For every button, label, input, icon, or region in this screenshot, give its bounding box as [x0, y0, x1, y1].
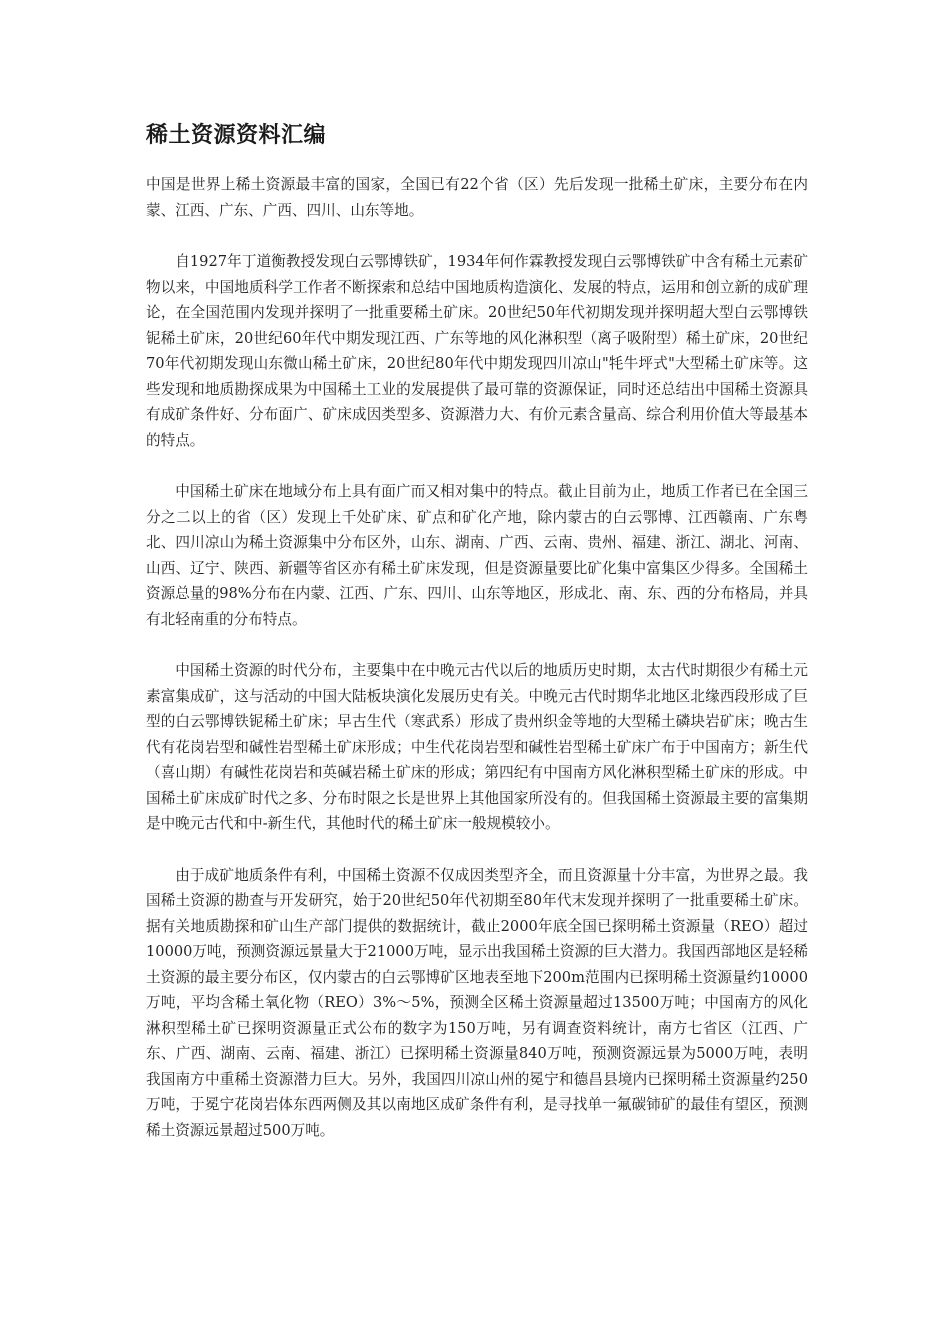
document-page: [146, 118, 808, 1169]
paragraph-intro: 中国是世界上稀土资源最丰富的国家，全国已有22个省（区）先后发现一批稀土矿床，主要分布在内蒙、江西、广东、广西、四川、山东等地。: [146, 176, 808, 219]
paragraph-discovery-history: 自1927年丁道衡教授发现白云鄂博铁矿，1934年何作霖教授发现白云鄂博铁矿中含有稀土元素矿物以来，中国地质科学工作者不断探索和总结中国地质构造演化、发展的特点，运用和创立新的成矿理论，在全国范围内发现并探明了一批重要稀土矿床。20世纪50年代初期发现并探明超大型白云鄂博铁铌稀土矿床，20世纪60年代中期发现江西、广东等地的风化淋积型（离子吸附型）稀土矿床，20世纪70年代初期发现山东微山稀土矿床，20世纪80年代中期发现四川凉山"牦牛坪式"大型稀土矿床等。这些发现和地质勘探成果为中国稀土工业的发展提供了最可靠的资源保证，同时还总结出中国稀土资源具有成矿条件好、分布面广、矿床成因类型多、资源潜力大、有价元素含量高、综合利用价值大等最基本的特点。: [146, 253, 808, 449]
document-title: 稀土资源资料汇编: [146, 122, 327, 148]
paragraph-resource-reserves: 由于成矿地质条件有利，中国稀土资源不仅成因类型齐全，而且资源量十分丰富，为世界之最。我国稀土资源的勘查与开发研究，始于20世纪50年代初期至80年代末发现并探明了一批重要稀土矿床。据有关地质勘探和矿山生产部门提供的数据统计，截止2000年底全国已探明稀土资源量（REO）超过10000万吨，预测资源远景量大于21000万吨，显示出我国稀土资源的巨大潜力。我国西部地区是轻稀土资源的最主要分布区，仅内蒙古的白云鄂博矿区地表至地下200m范围内已探明稀土资源量约10000万吨，平均含稀土氧化物（REO）3%～5%，预测全区稀土资源量超过13500万吨；中国南方的风化淋积型稀土矿已探明资源量正式公布的数字为150万吨，另有调查资料统计，南方七省区（江西、广东、广西、湖南、云南、福建、浙江）已探明稀土资源量840万吨，预测资源远景为5000万吨，表明我国南方中重稀土资源潜力巨大。另外，我国四川凉山州的冕宁和德昌县境内已探明稀土资源量约250万吨，于冕宁花岗岩体东西两侧及其以南地区成矿条件有利，是寻找单一氟碳铈矿的最佳有望区，预测稀土资源远景超过500万吨。: [146, 866, 809, 1139]
paragraph-geographic-distribution: 中国稀土矿床在地域分布上具有面广而又相对集中的特点。截止目前为止，地质工作者已在全国三分之二以上的省（区）发现上千处矿床、矿点和矿化产地，除内蒙古的白云鄂博、江西赣南、广东粤北、四川凉山为稀土资源集中分布区外，山东、湖南、广西、云南、贵州、福建、浙江、湖北、河南、山西、辽宁、陕西、新疆等省区亦有稀土矿床发现，但是资源量要比矿化集中富集区少得多。全国稀土资源总量的98%分布在内蒙、江西、广东、四川、山东等地区，形成北、南、东、西的分布格局，并具有北轻南重的分布特点。: [146, 483, 808, 628]
paragraph-temporal-distribution: 中国稀土资源的时代分布，主要集中在中晚元古代以后的地质历史时期，太古代时期很少有稀土元素富集成矿，这与活动的中国大陆板块演化发展历史有关。中晚元古代时期华北地区北缘西段形成了巨型的白云鄂博铁铌稀土矿床；早古生代（寒武系）形成了贵州织金等地的大型稀土磷块岩矿床；晚古生代有花岗岩型和碱性岩型稀土矿床形成；中生代花岗岩型和碱性岩型稀土矿床广布于中国南方；新生代（喜山期）有碱性花岗岩和英碱岩稀土矿床的形成；第四纪有中国南方风化淋积型稀土矿床的形成。中国稀土矿床成矿时代之多、分布时限之长是世界上其他国家所没有的。但我国稀土资源最主要的富集期是中晚元古代和中-新生代，其他时代的稀土矿床一般规模较小。: [146, 662, 808, 832]
